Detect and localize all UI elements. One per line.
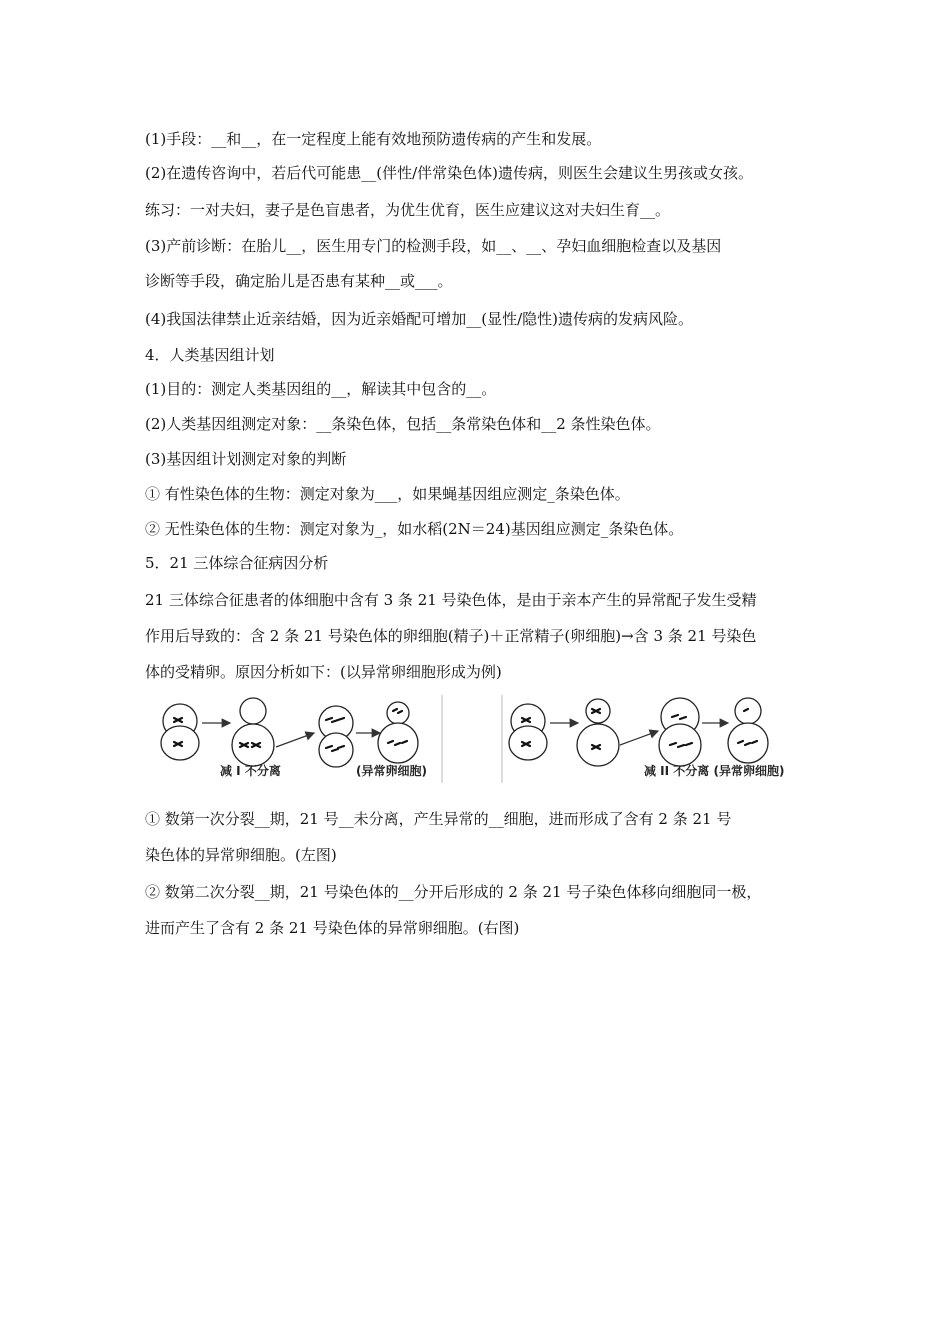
- text-line: 进而产生了含有 2 条 21 号染色体的异常卵细胞。(右图): [145, 919, 520, 937]
- text-line: ① 数第一次分裂__期，21 号__未分离，产生异常的__细胞，进而形成了含有 2 条 21 号: [145, 810, 732, 828]
- text-line: (2)在遗传咨询中，若后代可能患__(伴性/伴常染色体)遗传病，则医生会建议生男孩或女孩。: [145, 164, 754, 182]
- text-line: ② 无性染色体的生物：测定对象为_，如水稻(2N＝24)基因组应测定_条染色体。: [145, 520, 684, 538]
- left-caption-1: 减 I 不分离: [220, 764, 281, 778]
- left-caption-2: (异常卵细胞): [356, 764, 427, 778]
- section-heading: 5．21 三体综合征病因分析: [145, 554, 329, 572]
- text-line: 染色体的异常卵细胞。(左图): [145, 846, 337, 864]
- nondisjunction-diagram: [150, 693, 810, 788]
- text-line: (2)人类基因组测定对象：__条染色体，包括__条常染色体和__2 条性染色体。: [145, 415, 661, 433]
- text-line: 诊断等手段，确定胎儿是否患有某种__或___。: [145, 272, 453, 290]
- text-line: (3)基因组计划测定对象的判断: [145, 450, 347, 468]
- section-heading: 4．人类基因组计划: [145, 346, 275, 364]
- text-line: (3)产前诊断：在胎儿__，医生用专门的检测手段，如__、__、孕妇血细胞检查以及基因: [145, 237, 722, 255]
- text-line: ② 数第二次分裂__期，21 号染色体的__分开后形成的 2 条 21 号子染色体移向细胞同一极，: [145, 883, 762, 901]
- text-line: (1)目的：测定人类基因组的__，解读其中包含的__。: [145, 380, 497, 398]
- text-line: (1)手段：__和__，在一定程度上能有效地预防遗传病的产生和发展。: [145, 130, 602, 148]
- text-line: 21 三体综合征患者的体细胞中含有 3 条 21 号染色体，是由于亲本产生的异常配子发生受精: [145, 591, 757, 609]
- text-line: ① 有性染色体的生物：测定对象为___，如果蝇基因组应测定_条染色体。: [145, 485, 630, 503]
- text-line: (4)我国法律禁止近亲结婚，因为近亲婚配可增加__(显性/隐性)遗传病的发病风险。: [145, 310, 694, 328]
- right-caption: 减 II 不分离 (异常卵细胞): [644, 764, 785, 778]
- text-line: 作用后导致的：含 2 条 21 号染色体的卵细胞(精子)＋正常精子(卵细胞)→含 3 条 21 号染色: [145, 627, 757, 645]
- text-line: 体的受精卵。原因分析如下：(以异常卵细胞形成为例): [145, 663, 502, 681]
- text-line: 练习：一对夫妇，妻子是色盲患者，为优生优育，医生应建议这对夫妇生育__。: [145, 201, 671, 219]
